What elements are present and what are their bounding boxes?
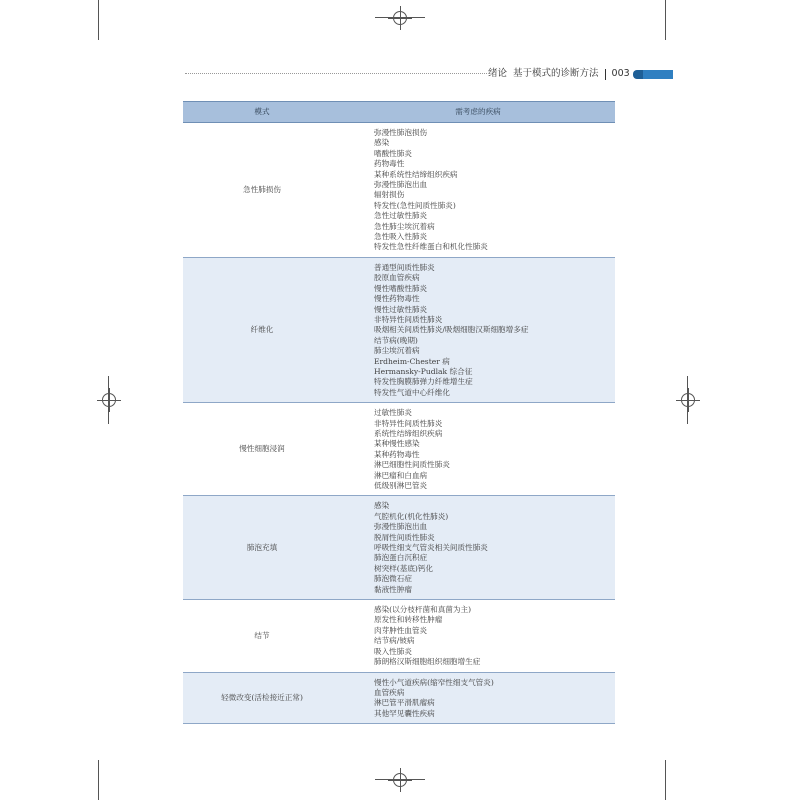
page-number: 003 bbox=[611, 68, 630, 79]
disease-item: 肉芽肿性血管炎 bbox=[374, 625, 428, 635]
disease-item: 嗜酸性肺炎 bbox=[374, 148, 412, 158]
running-header bbox=[488, 67, 630, 81]
disease-item: 黏液性肿瘤 bbox=[374, 584, 412, 594]
disease-item: Erdheim-Chester 病 bbox=[374, 356, 450, 366]
disease-item: 淋巴管平滑肌瘤病 bbox=[374, 698, 435, 708]
table-row bbox=[183, 496, 615, 600]
table-header bbox=[183, 101, 615, 123]
disease-item: 过敏性肺炎 bbox=[374, 408, 412, 418]
disease-item: 普通型间质性肺炎 bbox=[374, 262, 435, 272]
pattern-cell: 肺泡充填 bbox=[246, 542, 278, 552]
header-pattern: 模式 bbox=[254, 107, 270, 116]
disease-item: 树突样(基底)钙化 bbox=[374, 563, 434, 573]
disease-item: 结节病(晚期) bbox=[374, 335, 418, 345]
pattern-cell: 纤维化 bbox=[250, 324, 274, 334]
table-row bbox=[183, 258, 615, 403]
disease-item: 系统性结缔组织疾病 bbox=[374, 428, 443, 438]
disease-item: 辐射损伤 bbox=[374, 190, 405, 200]
disease-item: 淋巴瘤和白血病 bbox=[374, 470, 428, 480]
disease-item: 结节病/铍病 bbox=[374, 636, 415, 646]
disease-item: 原发性和转移性肿瘤 bbox=[374, 615, 443, 625]
chapter-title: 基于模式的诊断方法 bbox=[513, 68, 599, 79]
diseases-cell bbox=[341, 258, 615, 402]
table-row bbox=[183, 123, 615, 258]
disease-item: 吸烟相关间质性肺炎/吸烟细胞汉斯细胞增多症 bbox=[374, 325, 529, 335]
table-row bbox=[183, 403, 615, 496]
disease-item: 淋巴细胞性间质性肺炎 bbox=[374, 460, 450, 470]
chapter-tab bbox=[637, 70, 673, 79]
header-diseases: 需考虑的疾病 bbox=[455, 107, 501, 116]
disease-item: 肺朗格汉斯细胞组织细胞增生症 bbox=[374, 657, 481, 667]
pattern-cell: 急性肺损伤 bbox=[243, 184, 281, 194]
disease-item: 非特异性间质性肺炎 bbox=[374, 418, 443, 428]
diseases-cell bbox=[341, 403, 615, 495]
header-separator bbox=[605, 69, 606, 80]
header-rule bbox=[185, 73, 487, 74]
registration-mark bbox=[393, 11, 407, 25]
pattern-table bbox=[183, 101, 615, 724]
disease-item: 慢性过敏性肺炎 bbox=[374, 304, 428, 314]
disease-item: Hermansky-Pudlak 综合征 bbox=[374, 366, 473, 376]
disease-item: 急性过敏性肺炎 bbox=[374, 211, 428, 221]
disease-item: 血管疾病 bbox=[374, 687, 405, 697]
disease-item: 感染 bbox=[374, 501, 390, 511]
disease-item: 弥漫性肺泡出血 bbox=[374, 180, 428, 190]
disease-item: 非特异性间质性肺炎 bbox=[374, 314, 443, 324]
crop-mark bbox=[98, 0, 99, 40]
diseases-cell bbox=[341, 496, 615, 599]
table-row bbox=[183, 600, 615, 672]
disease-item: 肺泡蛋白沉积症 bbox=[374, 553, 428, 563]
registration-mark bbox=[102, 393, 116, 407]
disease-item: 胶原血管疾病 bbox=[374, 273, 420, 283]
disease-item: 肺泡微石症 bbox=[374, 574, 412, 584]
chapter-label: 绪论 bbox=[488, 68, 508, 79]
table-row bbox=[183, 673, 615, 725]
disease-item: 特发性胸膜肺弹力纤维增生症 bbox=[374, 377, 473, 387]
disease-item: 低级别淋巴管炎 bbox=[374, 481, 428, 490]
diseases-cell bbox=[341, 673, 615, 724]
disease-item: 特发性(急性间质性肺炎) bbox=[374, 200, 456, 210]
diseases-cell bbox=[341, 123, 615, 257]
crop-mark bbox=[665, 760, 666, 800]
disease-item: 急性肺尘埃沉着病 bbox=[374, 221, 435, 231]
disease-item: 感染 bbox=[374, 138, 390, 148]
disease-item: 慢性药物毒性 bbox=[374, 294, 420, 304]
disease-item: 其他罕见囊性疾病 bbox=[374, 708, 435, 718]
pattern-cell: 慢性细胞浸润 bbox=[239, 444, 285, 454]
pattern-cell: 结节 bbox=[254, 630, 270, 640]
disease-item: 脱屑性间质性肺炎 bbox=[374, 532, 435, 542]
disease-item: 呼吸性细支气管炎相关间质性肺炎 bbox=[374, 543, 488, 553]
disease-item: 慢性小气道疾病(缩窄性细支气管炎) bbox=[374, 677, 494, 687]
registration-mark bbox=[393, 773, 407, 787]
disease-item: 吸入性肺炎 bbox=[374, 646, 412, 656]
disease-item: 特发性急性纤维蛋白和机化性肺炎 bbox=[374, 242, 488, 252]
table-body bbox=[183, 123, 615, 724]
disease-item: 某种慢性感染 bbox=[374, 439, 420, 449]
disease-item: 某种药物毒性 bbox=[374, 449, 420, 459]
crop-mark bbox=[665, 0, 666, 40]
pattern-cell: 轻微改变(活检接近正常) bbox=[221, 692, 303, 702]
disease-item: 急性吸入性肺炎 bbox=[374, 232, 428, 242]
disease-item: 特发性气道中心纤维化 bbox=[374, 387, 450, 397]
disease-item: 肺尘埃沉着病 bbox=[374, 346, 420, 356]
disease-item: 慢性嗜酸性肺炎 bbox=[374, 283, 428, 293]
disease-item: 弥漫性肺泡损伤 bbox=[374, 128, 428, 137]
crop-mark bbox=[98, 760, 99, 800]
disease-item: 某种系统性结缔组织疾病 bbox=[374, 169, 458, 179]
registration-mark bbox=[681, 393, 695, 407]
disease-item: 气腔机化(机化性肺炎) bbox=[374, 511, 449, 521]
disease-item: 药物毒性 bbox=[374, 159, 405, 169]
disease-item: 弥漫性肺泡出血 bbox=[374, 522, 428, 532]
disease-item: 感染(以分枝杆菌和真菌为主) bbox=[374, 605, 472, 615]
diseases-cell bbox=[341, 600, 615, 671]
